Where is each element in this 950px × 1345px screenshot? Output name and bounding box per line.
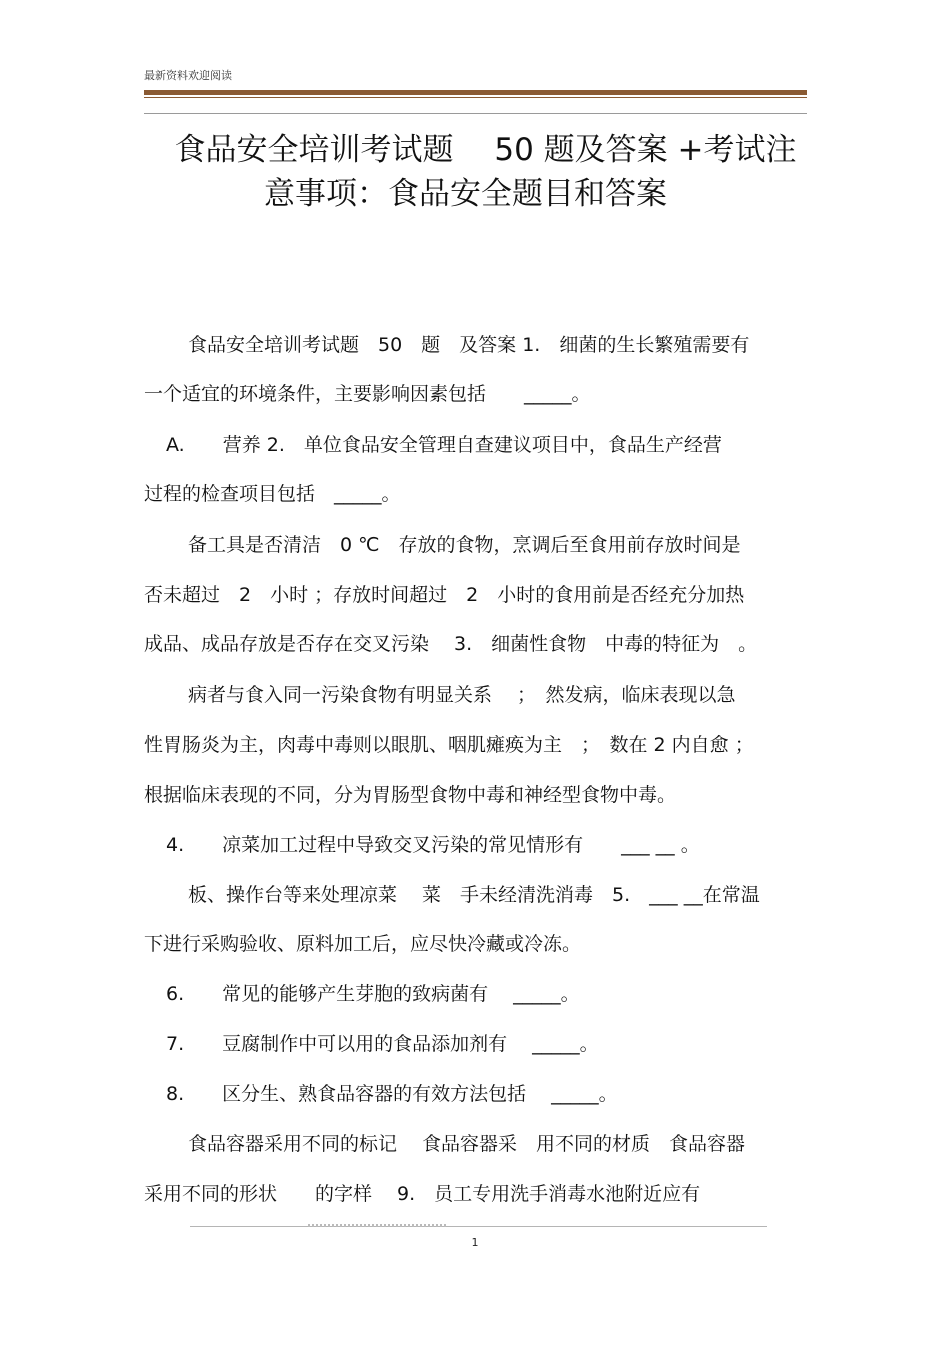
body-line: 6. 常见的能够产生芽胞的致病菌有 _____。 <box>166 983 580 1005</box>
body-line: 4. 凉菜加工过程中导致交叉污染的常见情形有 ___ __ 。 <box>166 834 700 856</box>
body-line: 性胃肠炎为主，肉毒中毒则以眼肌、咽肌瘫痪为主 ； 数在 2 内自愈 ； <box>144 734 754 756</box>
body-line: 板、操作台等来处理凉菜 菜 手未经清洗消毒 5. ___ __在常温 <box>188 884 760 906</box>
running-header: 最新资料欢迎阅读 <box>144 69 232 82</box>
header-rule-thin <box>144 97 807 98</box>
body-line: 8. 区分生、熟食品容器的有效方法包括 _____。 <box>166 1083 618 1105</box>
body-line: 病者与食入同一污染食物有明显关系 ； 然发病，临床表现以急 <box>188 684 736 706</box>
body-line: 过程的检查项目包括 _____。 <box>144 483 401 505</box>
title-line-2: 意事项：食品安全题目和答案 <box>264 176 667 212</box>
body-line: 成品、成品存放是否存在交叉污染 3. 细菌性食物 中毒的特征为 。 <box>144 633 758 655</box>
body-line: 采用不同的形状 的字样 9. 员工专用洗手消毒水池附近应有 <box>144 1183 701 1205</box>
body-line: 7. 豆腐制作中可以用的食品添加剂有 _____。 <box>166 1033 599 1055</box>
footer-rule <box>190 1226 767 1227</box>
body-line: 备工具是否清洁 0 ℃ 存放的食物，烹调后至食用前存放时间是 <box>188 534 741 556</box>
body-line: 根据临床表现的不同，分为胃肠型食物中毒和神经型食物中毒。 <box>144 784 677 806</box>
title-top-rule <box>144 113 807 114</box>
body-line: 下进行采购验收、原料加工后，应尽快冷藏或冷冻。 <box>144 933 582 955</box>
footer-rule-dots <box>308 1224 448 1227</box>
header-rule-thick <box>144 90 807 95</box>
body-line: 食品安全培训考试题 50 题 及答案 1. 细菌的生长繁殖需要有 <box>188 334 750 356</box>
title-line-1: 食品安全培训考试题 50 题及答案 +考试注 <box>174 132 797 168</box>
body-line: 食品容器采用不同的标记 食品容器采 用不同的材质 食品容器 <box>188 1133 746 1155</box>
body-line: 否未超过 2 小时 ；存放时间超过 2 小时的食用前是否经充分加热 <box>144 584 745 606</box>
page-number: 1 <box>471 1236 479 1249</box>
body-line: A. 营养 2. 单位食品安全管理自查建议项目中，食品生产经营 <box>166 434 722 456</box>
body-line: 一个适宜的环境条件，主要影响因素包括 _____。 <box>144 383 591 405</box>
document-title <box>144 128 807 216</box>
